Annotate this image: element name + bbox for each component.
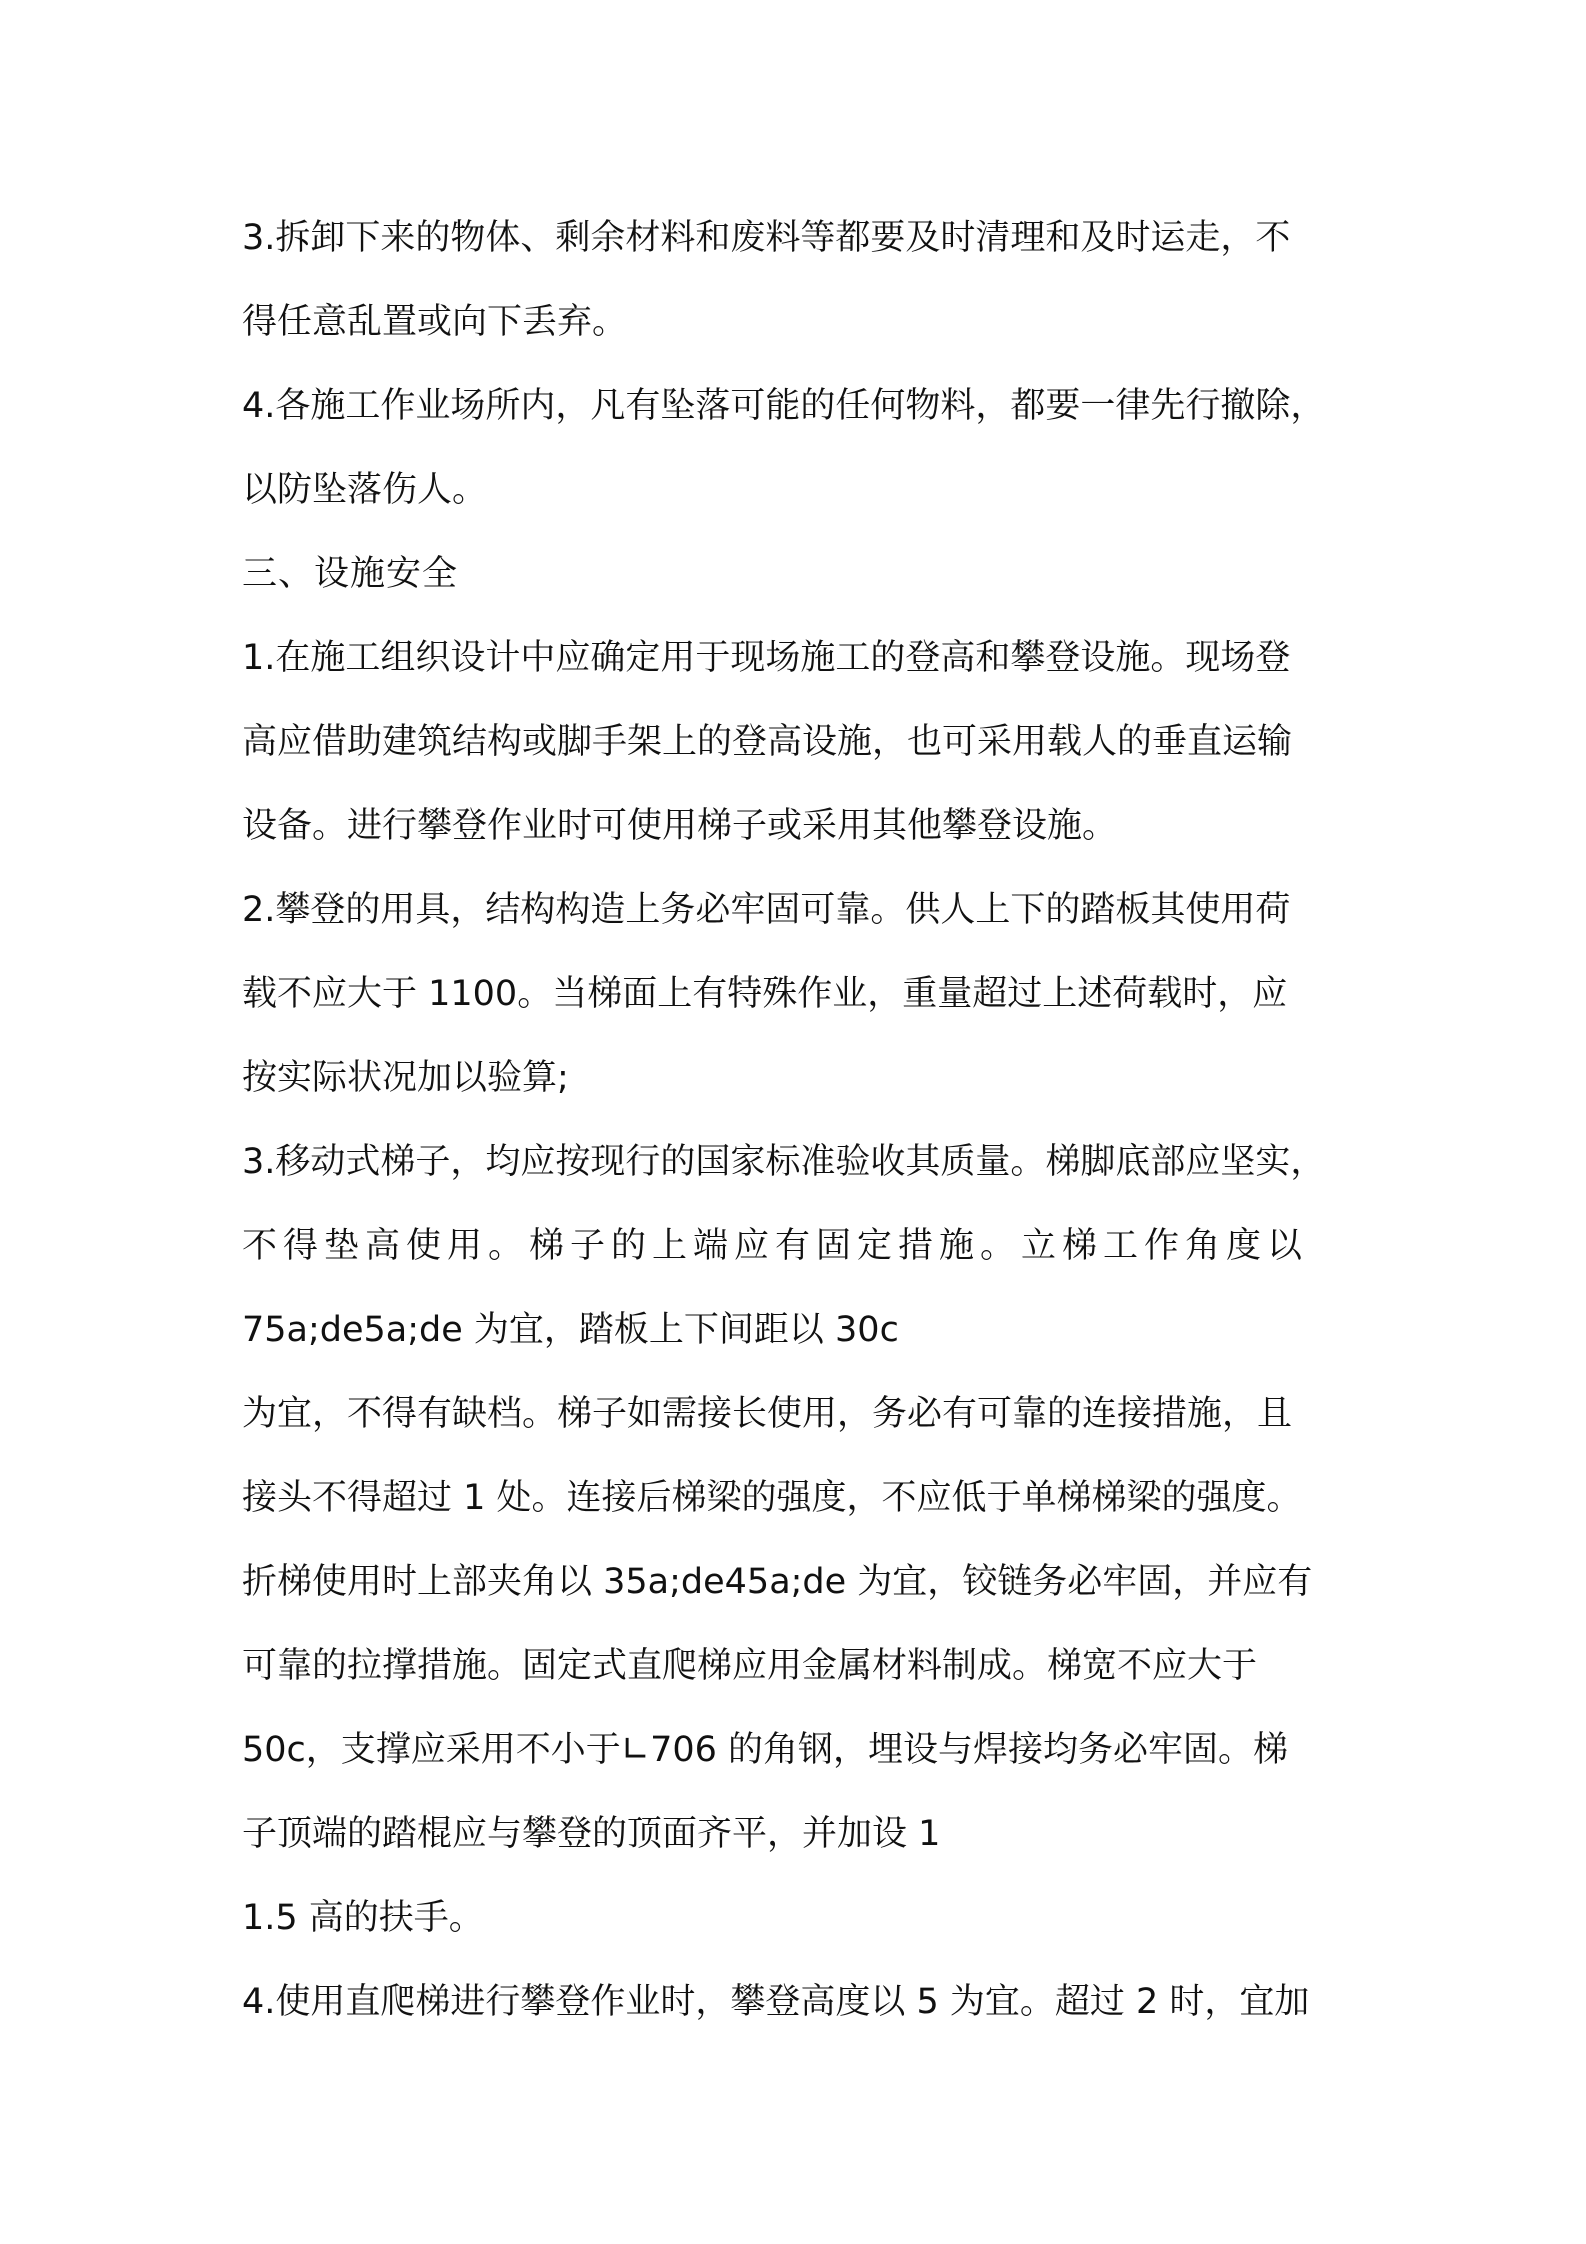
text-line: 2.攀登的用具，结构构造上务必牢固可靠。供人上下的踏板其使用荷 (242, 890, 1291, 930)
text-line: 75a;de5a;de 为宜，踏板上下间距以 30c (242, 1310, 899, 1350)
document-body (242, 196, 1352, 2044)
text-line: 设备。进行攀登作业时可使用梯子或采用其他攀登设施。 (242, 806, 1118, 846)
text-line: 为宜，不得有缺档。梯子如需接长使用，务必有可靠的连接措施，且 (242, 1394, 1293, 1434)
text-line: 按实际状况加以验算; (242, 1058, 569, 1098)
text-line: 折梯使用时上部夹角以 35a;de45a;de 为宜，铰链务必牢固，并应有 (242, 1562, 1313, 1602)
text-line: 3.移动式梯子，均应按现行的国家标准验收其质量。梯脚底部应坚实， (242, 1142, 1326, 1182)
text-line: 3.拆卸下来的物体、剩余材料和废料等都要及时清理和及时运走，不 (242, 218, 1291, 258)
text-line: 以防坠落伤人。 (242, 470, 488, 510)
text-line: 可靠的拉撑措施。固定式直爬梯应用金属材料制成。梯宽不应大于 (242, 1646, 1258, 1686)
section-heading: 三、设施安全 (242, 554, 459, 594)
text-line: 50c，支撑应采用不小于∟706 的角钢，埋设与焊接均务必牢固。梯 (242, 1730, 1289, 1770)
text-line: 高应借助建筑结构或脚手架上的登高设施，也可采用载人的垂直运输 (242, 722, 1293, 762)
text-line: 4.使用直爬梯进行攀登作业时，攀登高度以 5 为宜。超过 2 时，宜加 (242, 1982, 1310, 2022)
text-line: 接头不得超过 1 处。连接后梯梁的强度，不应低于单梯梯梁的强度。 (242, 1478, 1302, 1518)
text-line: 不得垫高使用。梯子的上端应有固定措施。立梯工作角度以 (242, 1226, 1309, 1266)
text-line: 1.在施工组织设计中应确定用于现场施工的登高和攀登设施。现场登 (242, 638, 1291, 678)
text-line: 4.各施工作业场所内，凡有坠落可能的任何物料，都要一律先行撤除， (242, 386, 1326, 426)
text-line: 得任意乱置或向下丢弃。 (242, 302, 628, 342)
text-line: 载不应大于 1100。当梯面上有特殊作业，重量超过上述荷载时，应 (242, 974, 1288, 1014)
text-line: 1.5 高的扶手。 (242, 1898, 484, 1938)
text-line: 子顶端的踏棍应与攀登的顶面齐平，并加设 1 (242, 1814, 941, 1854)
